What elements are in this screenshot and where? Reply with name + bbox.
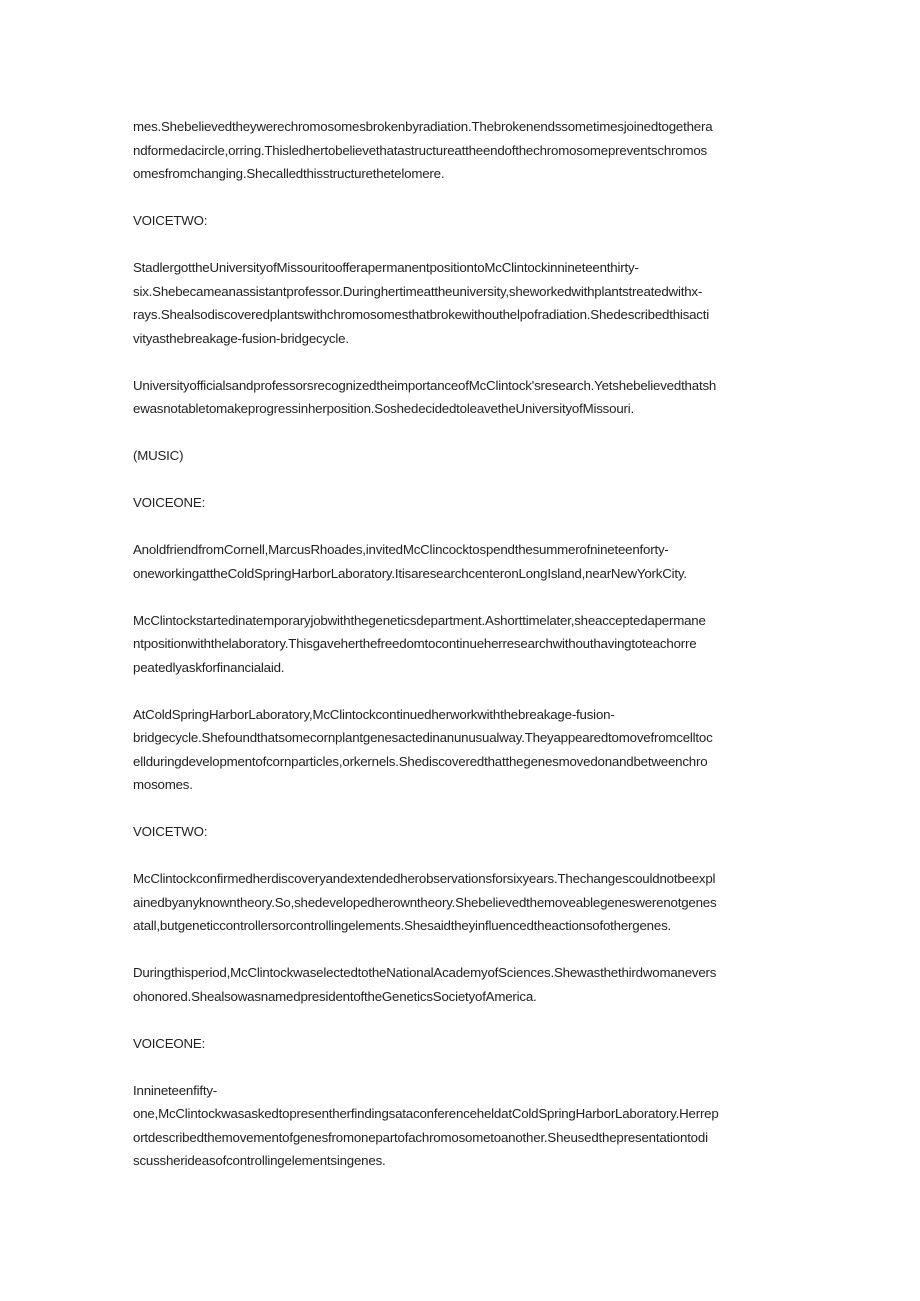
paragraph: [133, 867, 788, 938]
paragraph: [133, 374, 788, 421]
text-line: McClintockstartedinatemporaryjobwiththegeneticsdepartment.Ashorttimelater,sheacceptedapermane: [133, 612, 706, 628]
text-line: Duringthisperiod,McClintockwaselectedtotheNationalAcademyofSciences.Shewasthethirdwomanevers: [133, 965, 717, 980]
text-line: (MUSIC): [133, 448, 184, 463]
text-line: atall,butgeneticcontrollersorcontrollingelements.Shesaidtheyinfluencedtheactionsofothergenes.: [133, 918, 672, 933]
text-line: McClintockconfirmedherdiscoveryandextendedherobservationsforsixyears.Thechangescouldnotbeexpl: [133, 871, 716, 886]
text-line: ellduringdevelopmentofcornparticles,orkernels.Shediscoveredthatthegenesmovedonandbetweenchro: [133, 753, 708, 769]
text-line: VOICEONE:: [133, 495, 206, 510]
text-line: ndformedacircle,orring.Thisledhertobelievethatastructureattheendofthechromosomepreventschromos: [133, 142, 707, 158]
text-line: oneworkingattheColdSpringHarborLaboratory.ItisaresearchcenteronLongIsland,nearNewYorkCity.: [133, 565, 687, 581]
paragraph: [133, 1079, 788, 1173]
paragraph: [133, 209, 788, 233]
text-line: six.Shebecameanassistantprofessor.Duringhertimeattheuniversity,sheworkedwithplantstreatedwithx-: [133, 283, 703, 299]
text-line: StadlergottheUniversityofMissouritoofferapermanentpositiontoMcClintockinnineteenthirty-: [133, 260, 639, 275]
text-line: ntpositionwiththelaboratory.Thisgaveherthefreedomtocontinueherresearchwithouthavingtoteachorre: [133, 636, 697, 651]
paragraph: [133, 444, 788, 468]
paragraph: [133, 256, 788, 350]
paragraph: [133, 538, 788, 585]
text-line: VOICETWO:: [133, 824, 208, 839]
paragraph: [133, 820, 788, 844]
text-line: AnoldfriendfromCornell,MarcusRhoades,invitedMcClincocktospendthesummerofnineteenforty-: [133, 542, 669, 557]
text-line: ainedbyanyknowntheory.So,shedevelopedherowntheory.Shebelievedthemoveablegeneswerenotgenes: [133, 894, 717, 910]
text-line: VOICEONE:: [133, 1035, 206, 1051]
text-line: bridgecycle.Shefoundthatsomecornplantgenesactedinanunusualway.Theyappearedtomovefromcelltoc: [133, 730, 713, 745]
text-line: omesfromchanging.Shecalledthisstructurethetelomere.: [133, 166, 445, 181]
text-line: ohonored.ShealsowasnamedpresidentoftheGeneticsSocietyofAmerica.: [133, 988, 537, 1004]
text-line: peatedlyaskforfinancialaid.: [133, 659, 285, 675]
document-page: [133, 115, 788, 1196]
text-line: ortdescribedthemovementofgenesfromonepartofachromosometoanother.Sheusedthepresentationtodi: [133, 1129, 708, 1145]
text-line: scussherideasofcontrollingelementsingenes.: [133, 1153, 386, 1168]
paragraph: [133, 703, 788, 797]
paragraph: [133, 609, 788, 680]
text-line: VOICETWO:: [133, 213, 208, 228]
text-line: rays.Shealsodiscoveredplantswithchromosomesthatbrokewithouthelpofradiation.Shedescribedthisacti: [133, 307, 709, 322]
text-line: Innineteenfifty-: [133, 1082, 218, 1098]
paragraph: [133, 961, 788, 1008]
text-line: mes.Shebelievedtheywerechromosomesbrokenbyradiation.Thebrokenendssometimesjoinedtogethera: [133, 119, 713, 134]
text-line: ewasnotabletomakeprogressinherposition.SoshedecidedtoleavetheUniversityofMissouri.: [133, 401, 634, 416]
paragraph: [133, 491, 788, 515]
paragraph: [133, 115, 788, 186]
text-line: mosomes.: [133, 777, 193, 792]
text-line: UniversityofficialsandprofessorsrecognizedtheimportanceofMcClintock'sresearch.Yetshebelievedthatsh: [133, 377, 717, 393]
text-line: one,McClintockwasaskedtopresentherfindingsataconferenceheldatColdSpringHarborLaboratory.Herrep: [133, 1106, 719, 1121]
text-line: vityasthebreakage-fusion-bridgecycle.: [133, 330, 349, 346]
paragraph: [133, 1032, 788, 1056]
text-line: AtColdSpringHarborLaboratory,McClintockcontinuedherworkwiththebreakage-fusion-: [133, 706, 615, 722]
